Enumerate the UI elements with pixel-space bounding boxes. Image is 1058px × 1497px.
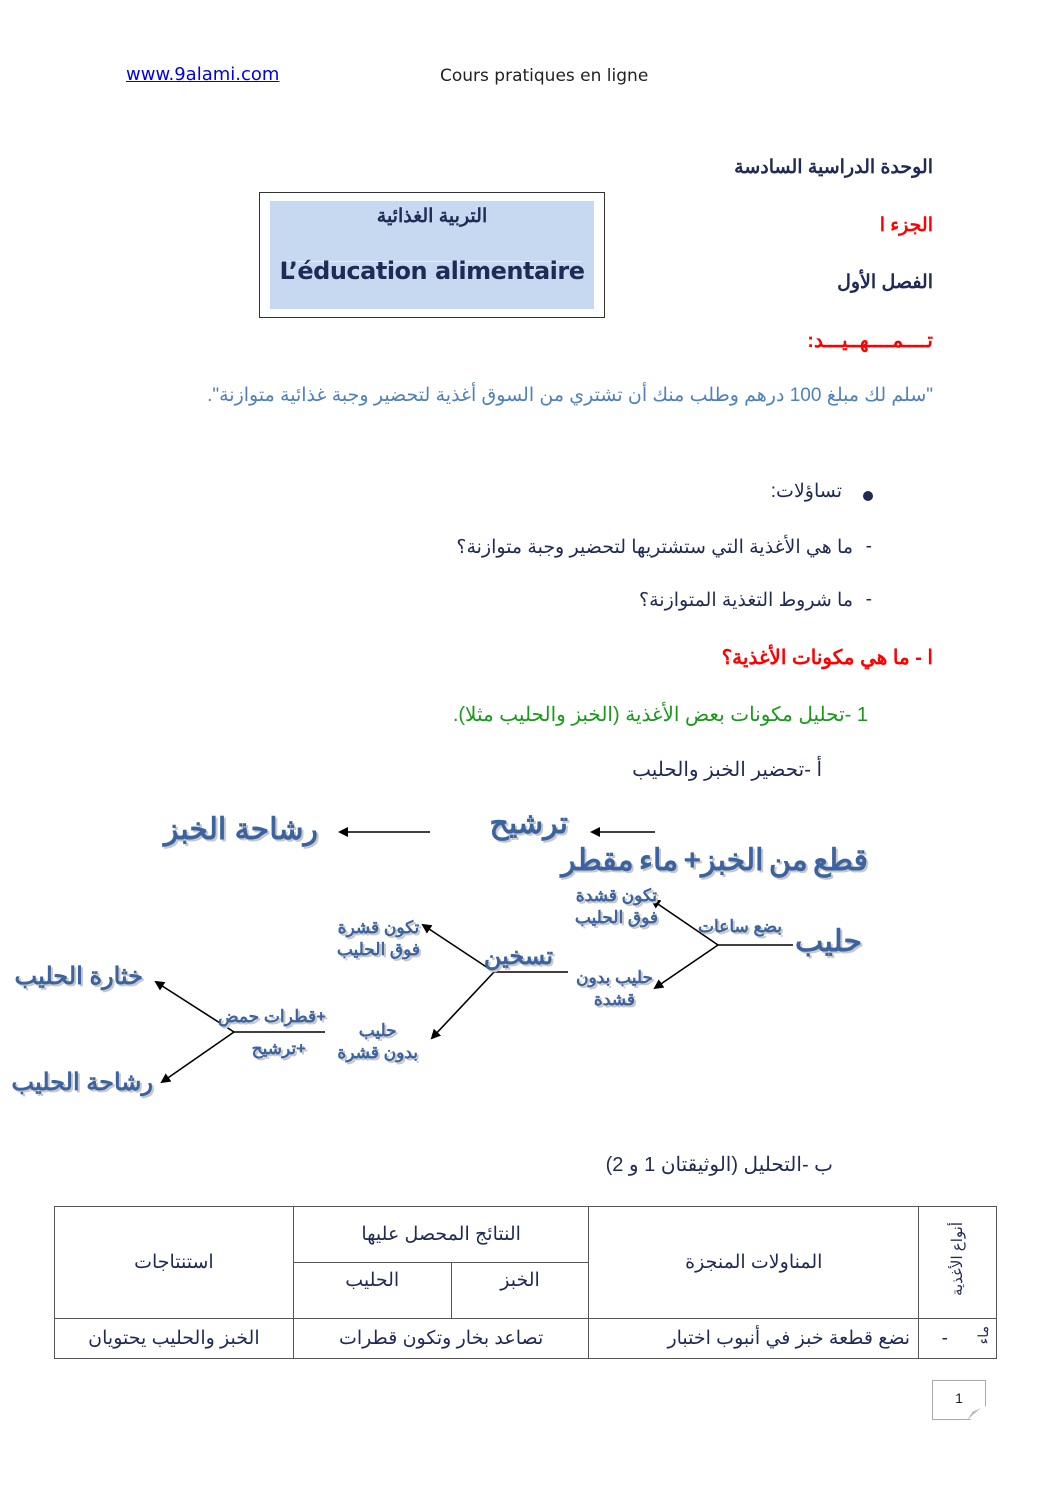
title-french: L’éducation alimentaire <box>279 257 585 285</box>
dash-icon: - <box>865 536 872 557</box>
header-manipulations: المناولات المنجزة <box>589 1207 919 1319</box>
milk-step3-label-top: +قطرات حمض <box>218 1007 326 1026</box>
results-table <box>54 1206 997 1359</box>
section-subheading: 1 -تحليل مكونات بعض الأغذية (الخبز والحليب مثلا). <box>452 704 868 726</box>
header-results: النتائج المحصل عليها <box>293 1207 589 1263</box>
milk-step2-down-line: حليب <box>358 1021 397 1040</box>
header-conclusions: استنتاجات <box>55 1207 294 1319</box>
bread-start: قطع من الخبز+ ماء مقطر <box>561 844 868 877</box>
milk-step2-down <box>337 1020 418 1064</box>
intro-heading: تــــمــــهــيـــد: <box>807 330 933 352</box>
table-header-row <box>55 1207 997 1263</box>
cell-conclusion: الخبز والحليب يحتويان <box>55 1319 294 1359</box>
milk-step2-up-line: تكون قشرة <box>337 918 420 937</box>
page-number-box <box>932 1380 986 1420</box>
milk-result-curd: خثارة الحليب <box>14 963 143 990</box>
cell-manipulation: نضع قطعة خبز في أنبوب اختبار <box>589 1319 919 1359</box>
milk-step2-down-line: بدون قشرة <box>337 1043 418 1062</box>
milk-result-filtrate: رشاحة الحليب <box>11 1069 153 1096</box>
milk-step1-up <box>575 885 658 929</box>
section-heading: ا - ما هي مكونات الأغذية؟ <box>721 647 933 669</box>
intro-quote: "سلم لك مبلغ 100 درهم وطلب منك أن تشتري من السوق أغذية لتحضير وجبة غذائية متوازنة". <box>207 385 933 406</box>
analysis-heading: ب -التحليل (الوثيقتان 1 و 2) <box>605 1154 833 1176</box>
site-link[interactable]: www.9alami.com <box>126 64 280 85</box>
table-row <box>55 1319 997 1359</box>
header-tagline: Cours pratiques en ligne <box>440 66 649 86</box>
milk-step1-up-line: تكون قشدة <box>575 886 658 905</box>
bread-result: رشاحة الخبز <box>163 813 318 846</box>
question-item: ما هي الأغذية التي ستشتريها لتحضير وجبة متوازنة؟ <box>456 537 853 558</box>
header-food-types: أنواع الأغذية <box>919 1207 997 1319</box>
milk-start: حليب <box>795 925 862 958</box>
milk-step1-down-line: حليب بدون <box>575 968 653 987</box>
section-sub-a: أ -تحضير الخبز والحليب <box>632 759 822 781</box>
question-item: ما شروط التغذية المتوازنة؟ <box>639 590 853 611</box>
milk-step1-down <box>576 967 653 1011</box>
header-bread: الخبز <box>451 1263 589 1319</box>
header-milk: الحليب <box>293 1263 451 1319</box>
chapter-label: الفصل الأول <box>837 272 933 293</box>
milk-step2-up <box>337 917 420 961</box>
cell-food: ماء <box>971 1319 997 1359</box>
bread-process: ترشيح <box>489 807 568 840</box>
page-number: 1 <box>955 1390 963 1406</box>
milk-step1-label: بضع ساعات <box>698 917 782 936</box>
milk-step2-label: تسخين <box>483 943 553 970</box>
milk-step1-up-line: فوق الحليب <box>574 908 658 927</box>
cell-dash: - <box>919 1319 971 1359</box>
milk-step2-up-line: فوق الحليب <box>336 940 420 959</box>
dash-icon: - <box>865 589 872 610</box>
questions-label: تساؤلات: <box>770 481 842 502</box>
arrow-no-crust <box>432 972 494 1038</box>
milk-step3-label-bottom: +ترشيح <box>251 1039 306 1058</box>
arrow-no-cream <box>655 945 718 988</box>
part-label: الجزء ا <box>879 215 933 236</box>
cell-result: تصاعد بخار وتكون قطرات <box>293 1319 589 1359</box>
unit-title: الوحدة الدراسية السادسة <box>734 157 933 178</box>
milk-step1-down-line: قشدة <box>593 990 636 1009</box>
arrow-milk-filtrate <box>162 1032 234 1082</box>
title-arabic: التربية الغذائية <box>376 206 488 227</box>
